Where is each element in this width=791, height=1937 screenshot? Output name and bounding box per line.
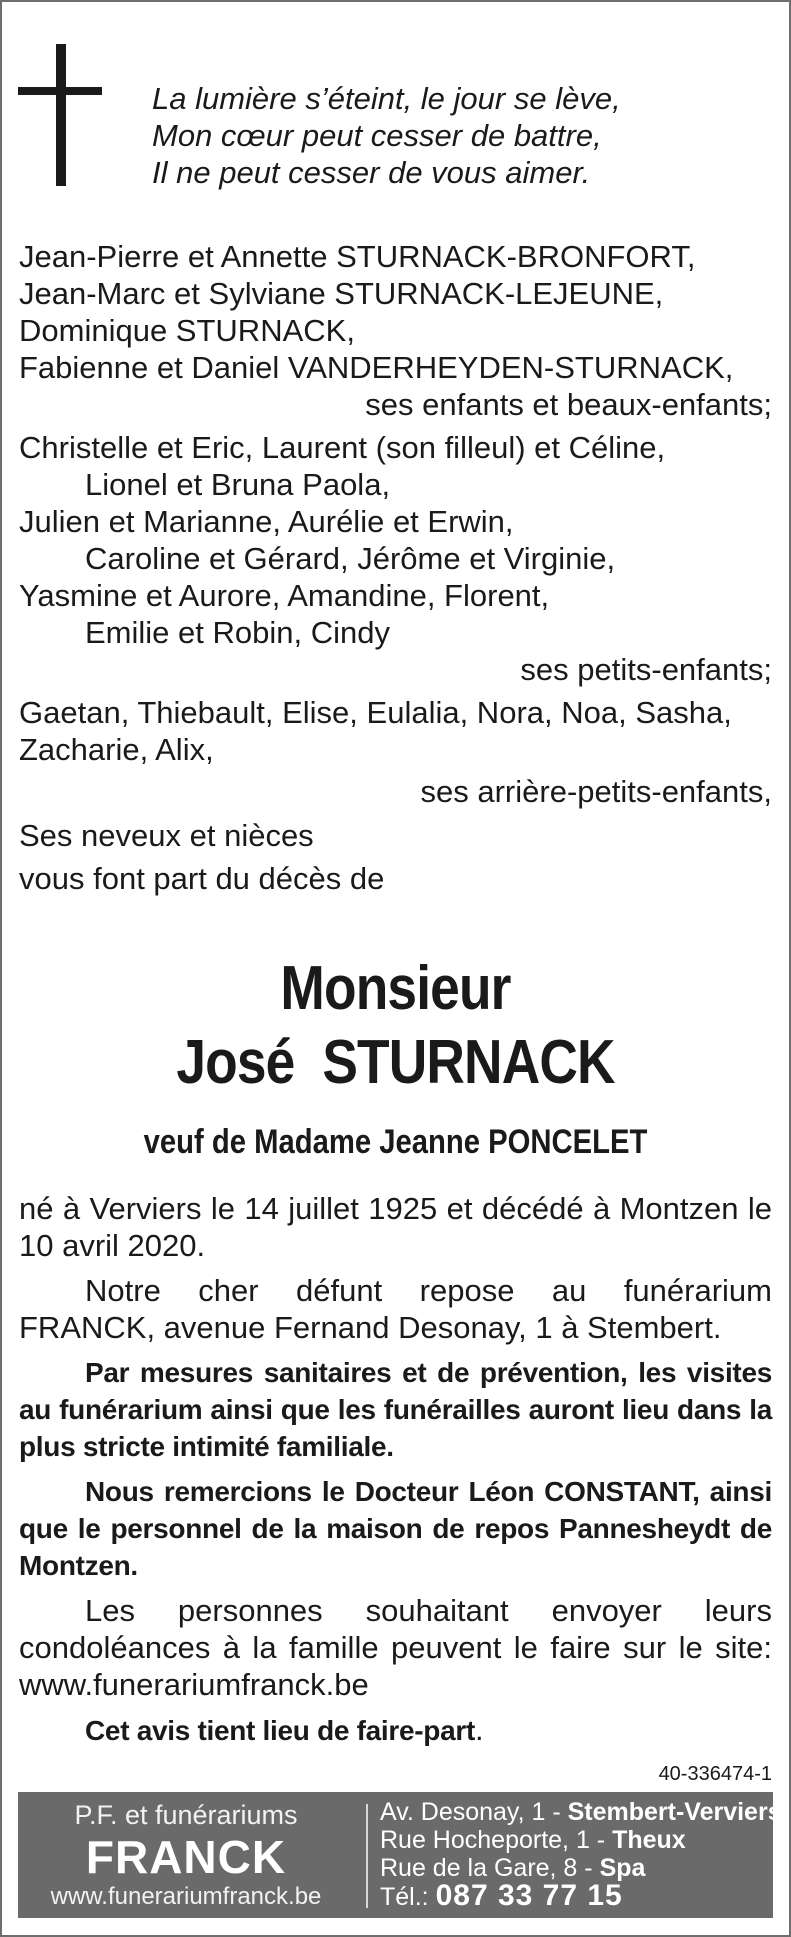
great-grandchild-line: Gaetan, Thiebault, Elise, Eulalia, Nora, Noa, Sasha, <box>19 695 732 730</box>
grandchild-line: Yasmine et Aurore, Amandine, Florent, <box>19 578 550 613</box>
deceased-title: Monsieur <box>280 954 511 1023</box>
address-line <box>380 1826 782 1854</box>
deceased-name-block <box>2 952 789 1162</box>
grandchild-line: Christelle et Eric, Laurent (son filleul) et Céline, <box>19 430 666 465</box>
grandchild-line: Lionel et Bruna Paola, <box>85 467 391 502</box>
family-list <box>19 238 772 897</box>
funeral-home-identity <box>18 1798 354 1912</box>
footer-divider <box>366 1804 368 1908</box>
notice-bold: Cet avis tient lieu de faire-part <box>85 1715 475 1746</box>
reposes-text: Notre cher défunt repose au funérarium FRANCK, avenue Fernand Desonay, 1 à Stembert. <box>19 1273 772 1345</box>
phone-label: Tél.: <box>380 1883 436 1911</box>
reference-number: 40-336474-1 <box>658 1763 772 1785</box>
address-city: Stembert-Verviers <box>567 1798 782 1826</box>
birth-death: né à Verviers le 14 juillet 1925 et décédé à Montzen le 10 avril 2020. <box>19 1191 772 1263</box>
notice-text <box>19 1711 772 1749</box>
widow-line: veuf de Madame Jeanne PONCELET <box>143 1123 648 1161</box>
address-street: Av. Desonay, 1 - <box>380 1798 568 1826</box>
details <box>19 1190 772 1757</box>
poem-line: Mon cœur peut cesser de battre, <box>152 118 602 153</box>
nephews-line: Ses neveux et nièces <box>19 818 314 853</box>
funeral-home-addresses <box>380 1798 782 1911</box>
notice-end: . <box>475 1712 484 1747</box>
grandchild-line: Caroline et Gérard, Jérôme et Virginie, <box>85 541 616 576</box>
thanks-text: Nous remercions le Docteur Léon CONSTANT, ainsi que le personnel de la maison de repos Pannesheydt de Montzen. <box>19 1476 772 1581</box>
grandchild-line: Julien et Marianne, Aurélie et Erwin, <box>19 504 514 539</box>
funeral-home-brand: FRANCK <box>85 1831 287 1883</box>
grandchild-line: Emilie et Robin, Cindy <box>85 615 390 650</box>
cross-icon-bar <box>18 87 102 95</box>
address-line <box>380 1798 782 1826</box>
phone-line <box>380 1879 782 1912</box>
child-line: Jean-Pierre et Annette STURNACK-BRONFORT, <box>19 239 696 274</box>
sanitary-text: Par mesures sanitaires et de prévention, les visites au funérarium ainsi que les funérailles auront lieu dans la plus stricte intimité familiale. <box>19 1357 772 1462</box>
great-grandchildren-caption: ses arrière-petits-enfants, <box>420 774 772 809</box>
child-line: Jean-Marc et Sylviane STURNACK-LEJEUNE, <box>19 276 664 311</box>
funeral-home-website[interactable]: www.funerariumfranck.be <box>50 1883 322 1910</box>
address-city: Theux <box>612 1826 686 1854</box>
funeral-home-subtitle: P.F. et funérariums <box>74 1800 298 1830</box>
great-grandchild-line: Zacharie, Alix, <box>19 732 214 767</box>
deceased-name: José STURNACK <box>176 1028 615 1097</box>
funeral-home-banner <box>18 1792 782 1918</box>
poem-line: La lumière s’éteint, le jour se lève, <box>152 81 621 116</box>
phone-number[interactable]: 087 33 77 15 <box>435 1879 623 1912</box>
child-line: Dominique STURNACK, <box>19 313 355 348</box>
address-street: Rue de la Gare, 8 - <box>380 1854 600 1882</box>
poem-line: Il ne peut cesser de vous aimer. <box>152 155 591 190</box>
announce-line: vous font part du décès de <box>19 861 385 896</box>
children-caption: ses enfants et beaux-enfants; <box>365 387 772 422</box>
address-line <box>380 1854 782 1882</box>
address-street: Rue Hocheporte, 1 - <box>380 1826 613 1854</box>
grandchildren-caption: ses petits-enfants; <box>520 652 772 687</box>
poem <box>152 80 621 191</box>
condolences-text: Les personnes souhaitant envoyer leurs condoléances à la famille peuvent le faire sur le site: www.funerariumfranck.be <box>19 1593 772 1702</box>
child-line: Fabienne et Daniel VANDERHEYDEN-STURNACK, <box>19 350 734 385</box>
cross-icon <box>56 44 66 186</box>
address-city: Spa <box>599 1854 646 1882</box>
